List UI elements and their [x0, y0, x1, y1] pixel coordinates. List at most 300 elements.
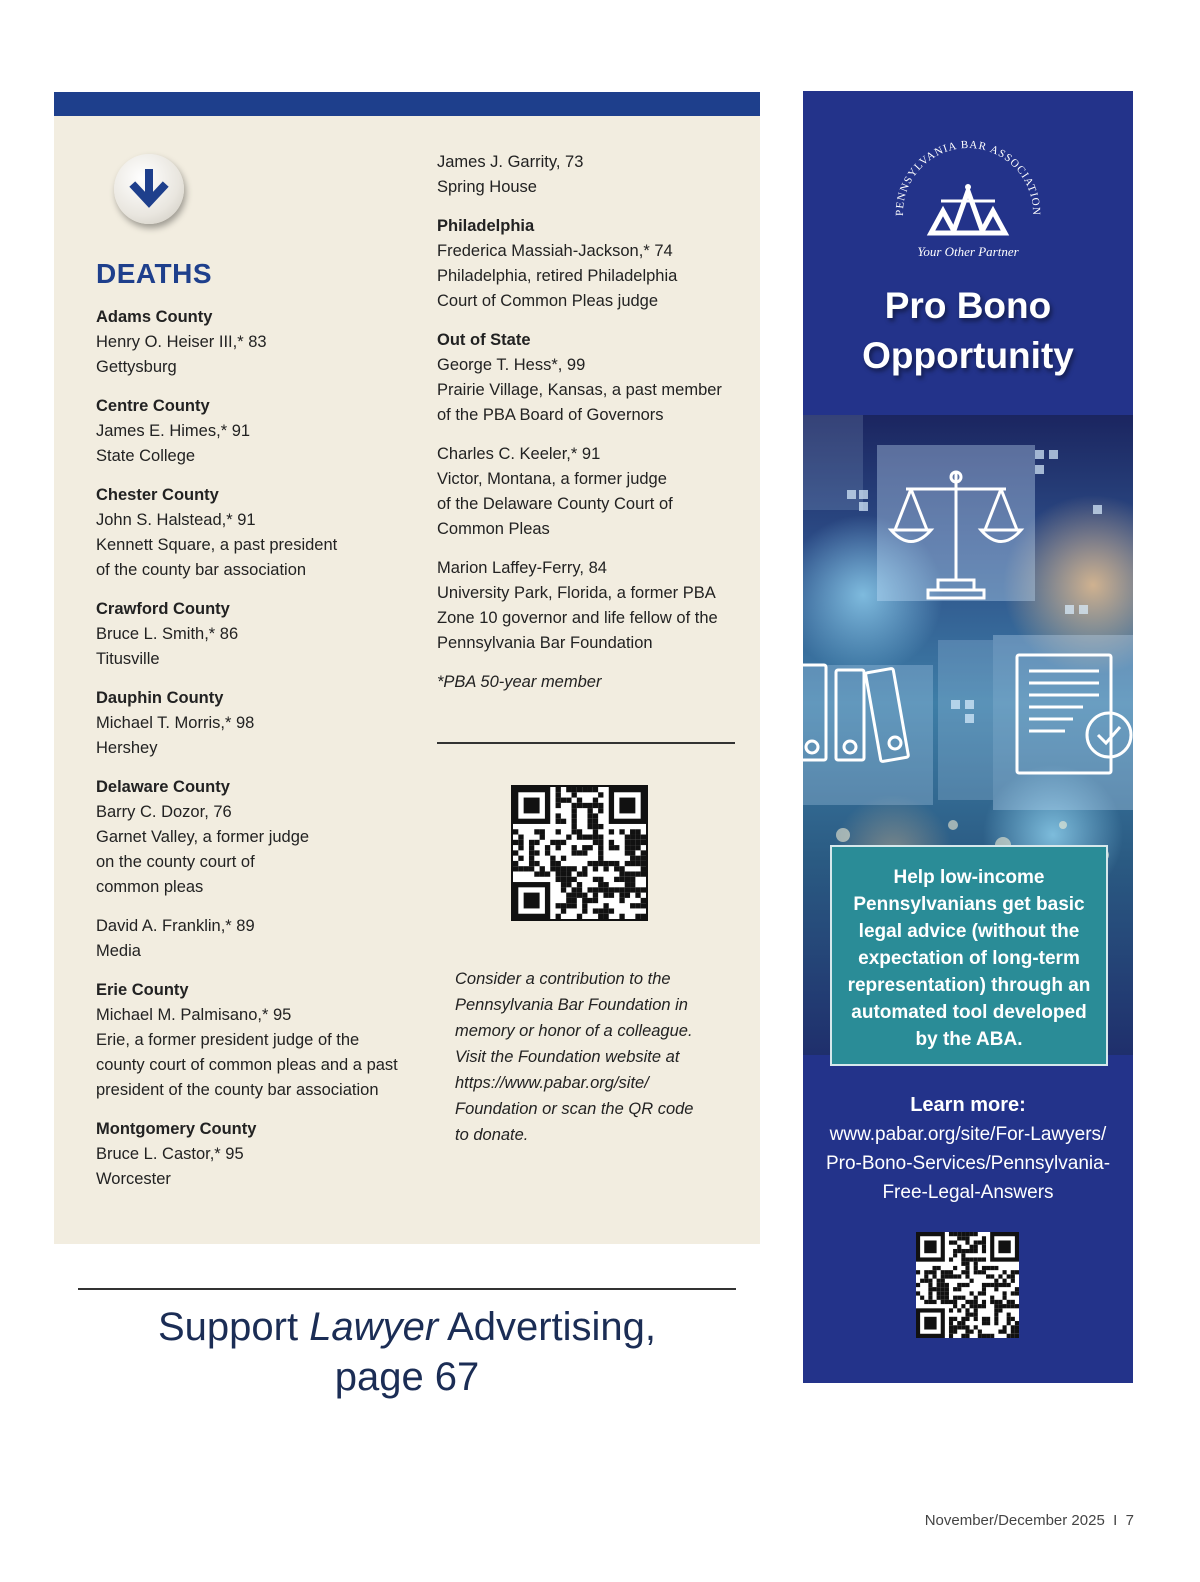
qr-module	[953, 1287, 957, 1291]
qr-module	[556, 798, 561, 803]
qr-module	[965, 1334, 969, 1338]
qr-module	[949, 1232, 953, 1236]
qr-module	[641, 914, 646, 919]
qr-module	[932, 1270, 936, 1274]
qr-module	[534, 861, 539, 866]
qr-module	[556, 803, 561, 808]
qr-module	[994, 1300, 998, 1304]
ad-box-line: expectation of long-term	[858, 948, 1080, 969]
qr-module	[990, 1274, 994, 1278]
qr-module	[920, 1296, 924, 1300]
qr-module	[625, 845, 630, 850]
qr-module	[970, 1300, 974, 1304]
pba-org-name: PENNSYLVANIA BAR ASSOCIATION	[893, 138, 1043, 217]
qr-module	[587, 787, 592, 792]
entry-line: Charles C. Keeler,* 91	[437, 445, 601, 463]
qr-module	[953, 1300, 957, 1304]
qr-module	[953, 1232, 957, 1236]
qr-module	[953, 1266, 957, 1270]
qr-module	[593, 866, 598, 871]
entry-line: Philadelphia, retired Philadelphia	[437, 267, 678, 285]
qr-module	[593, 803, 598, 808]
qr-module	[556, 819, 561, 824]
qr-module	[566, 871, 571, 876]
learn-more-url[interactable]	[803, 1120, 1133, 1207]
qr-module	[593, 819, 598, 824]
qr-module	[630, 861, 635, 866]
qr-module	[572, 845, 577, 850]
qr-module	[937, 1291, 941, 1295]
qr-module	[566, 903, 571, 908]
qr-module	[1011, 1334, 1015, 1338]
qr-module	[982, 1300, 986, 1304]
qr-module	[561, 877, 566, 882]
qr-module	[982, 1283, 986, 1287]
qr-module	[941, 1283, 945, 1287]
qr-module	[577, 835, 582, 840]
qr-module	[534, 871, 539, 876]
entry-line: Bruce L. Smith,* 86	[96, 625, 239, 643]
qr-module	[953, 1296, 957, 1300]
qr-module	[566, 877, 571, 882]
url-line: www.pabar.org/site/For-Lawyers/	[829, 1124, 1107, 1145]
learn-more-label: Learn more:	[910, 1094, 1026, 1116]
qr-module	[953, 1317, 957, 1321]
entry-line: Marion Laffey-Ferry, 84	[437, 559, 607, 577]
qr-module	[1003, 1283, 1007, 1287]
qr-module	[986, 1317, 990, 1321]
qr-module	[550, 866, 555, 871]
qr-module	[961, 1249, 965, 1253]
qr-module	[961, 1232, 965, 1236]
pro-bono-ad	[803, 91, 1133, 1383]
qr-module	[561, 887, 566, 892]
qr-module	[924, 1279, 928, 1283]
qr-module	[582, 893, 587, 898]
qr-module	[513, 861, 518, 866]
qr-module	[928, 1291, 932, 1295]
qr-finder	[524, 893, 540, 909]
county-heading: Montgomery County	[96, 1120, 257, 1138]
death-entry	[96, 1117, 426, 1192]
qr-module	[518, 845, 523, 850]
qr-module	[978, 1304, 982, 1308]
qr-module	[974, 1270, 978, 1274]
qr-module	[957, 1283, 961, 1287]
qr-module	[603, 882, 608, 887]
qr-module	[961, 1262, 965, 1266]
qr-module	[582, 787, 587, 792]
death-entry	[437, 150, 747, 200]
qr-module	[937, 1287, 941, 1291]
qr-module	[635, 903, 640, 908]
qr-finder	[924, 1240, 936, 1253]
entry-line: Hershey	[96, 739, 158, 757]
qr-module	[1015, 1330, 1019, 1334]
foundation-qr-code[interactable]	[511, 785, 648, 921]
qr-module	[603, 861, 608, 866]
url-line: Free-Legal-Answers	[882, 1182, 1054, 1203]
death-entry	[437, 328, 747, 428]
qr-module	[941, 1291, 945, 1295]
qr-module	[932, 1274, 936, 1278]
qr-module	[990, 1334, 994, 1338]
qr-module	[550, 856, 555, 861]
death-entry	[96, 686, 426, 761]
qr-module	[978, 1334, 982, 1338]
qr-module	[974, 1249, 978, 1253]
qr-module	[953, 1330, 957, 1334]
county-heading: Erie County	[96, 981, 189, 999]
qr-module	[994, 1317, 998, 1321]
entry-line: James J. Garrity, 73	[437, 153, 584, 171]
qr-module	[982, 1334, 986, 1338]
entry-line: George T. Hess*, 99	[437, 356, 586, 374]
qr-module	[945, 1291, 949, 1295]
qr-module	[937, 1266, 941, 1270]
qr-module	[998, 1304, 1002, 1308]
qr-module	[598, 856, 603, 861]
qr-module	[572, 808, 577, 813]
entry-line: Henry O. Heiser III,* 83	[96, 333, 267, 351]
qr-module	[970, 1249, 974, 1253]
ad-description-box	[830, 845, 1108, 1066]
entry-line: Gettysburg	[96, 358, 177, 376]
qr-finder	[524, 798, 540, 814]
qr-module	[609, 893, 614, 898]
qr-module	[614, 877, 619, 882]
entry-line: Prairie Village, Kansas, a past member	[437, 381, 722, 399]
qr-module	[572, 898, 577, 903]
qr-module	[630, 903, 635, 908]
ad-qr-code[interactable]	[916, 1232, 1019, 1338]
qr-module	[561, 871, 566, 876]
qr-module	[635, 861, 640, 866]
qr-module	[937, 1296, 941, 1300]
death-entry	[96, 394, 426, 469]
qr-module	[556, 845, 561, 850]
ad-box-line: Pennsylvanians get basic	[853, 894, 1085, 915]
qr-module	[1011, 1274, 1015, 1278]
qr-module	[1011, 1304, 1015, 1308]
qr-module	[1003, 1296, 1007, 1300]
qr-module	[630, 856, 635, 861]
qr-module	[928, 1279, 932, 1283]
qr-module	[945, 1300, 949, 1304]
qr-module	[587, 845, 592, 850]
qr-module	[587, 808, 592, 813]
qr-module	[614, 866, 619, 871]
qr-module	[982, 1317, 986, 1321]
qr-module	[540, 835, 545, 840]
qr-module	[1011, 1330, 1015, 1334]
qr-module	[513, 866, 518, 871]
qr-module	[953, 1249, 957, 1253]
qr-module	[982, 1266, 986, 1270]
qr-module	[518, 840, 523, 845]
qr-module	[965, 1266, 969, 1270]
qr-module	[540, 866, 545, 871]
qr-module	[928, 1270, 932, 1274]
qr-module	[556, 877, 561, 882]
qr-module	[965, 1270, 969, 1274]
qr-module	[630, 845, 635, 850]
qr-module	[949, 1270, 953, 1274]
qr-module	[587, 819, 592, 824]
qr-module	[598, 845, 603, 850]
qr-module	[534, 840, 539, 845]
qr-module	[593, 824, 598, 829]
qr-module	[1003, 1270, 1007, 1274]
qr-module	[556, 829, 561, 834]
qr-module	[1007, 1274, 1011, 1278]
qr-module	[572, 787, 577, 792]
qr-module	[949, 1240, 953, 1244]
qr-module	[1015, 1334, 1019, 1338]
qr-module	[635, 914, 640, 919]
qr-module	[932, 1287, 936, 1291]
qr-module	[577, 829, 582, 834]
qr-module	[529, 840, 534, 845]
qr-module	[641, 835, 646, 840]
qr-module	[635, 893, 640, 898]
qr-module	[990, 1266, 994, 1270]
qr-module	[937, 1279, 941, 1283]
qr-module	[1007, 1321, 1011, 1325]
contribution-line: Pennsylvania Bar Foundation in	[455, 996, 688, 1014]
qr-module	[1011, 1279, 1015, 1283]
qr-module	[609, 861, 614, 866]
qr-module	[945, 1274, 949, 1278]
qr-module	[582, 850, 587, 855]
qr-module	[529, 856, 534, 861]
qr-module	[635, 887, 640, 892]
qr-module	[587, 824, 592, 829]
entry-line: Titusville	[96, 650, 160, 668]
qr-module	[561, 819, 566, 824]
qr-module	[961, 1334, 965, 1338]
qr-module	[1015, 1304, 1019, 1308]
qr-module	[587, 803, 592, 808]
qr-module	[998, 1283, 1002, 1287]
qr-module	[965, 1330, 969, 1334]
qr-module	[556, 792, 561, 797]
qr-module	[953, 1325, 957, 1329]
qr-module	[641, 903, 646, 908]
qr-module	[609, 908, 614, 913]
qr-module	[974, 1266, 978, 1270]
entry-line: David A. Franklin,* 89	[96, 917, 255, 935]
ad-title-line: Opportunity	[862, 335, 1074, 376]
qr-module	[582, 898, 587, 903]
qr-module	[609, 887, 614, 892]
qr-module	[598, 808, 603, 813]
qr-module	[965, 1300, 969, 1304]
page-number: 7	[1125, 1512, 1134, 1529]
qr-module	[572, 850, 577, 855]
qr-module	[619, 877, 624, 882]
qr-module	[961, 1257, 965, 1261]
qr-module	[625, 887, 630, 892]
entry-line: Frederica Massiah-Jackson,* 74	[437, 242, 673, 260]
qr-module	[635, 835, 640, 840]
ad-box-line: legal advice (without the	[858, 921, 1080, 942]
qr-module	[957, 1321, 961, 1325]
qr-module	[603, 914, 608, 919]
support-italic: Lawyer	[309, 1305, 439, 1349]
support-prefix: Support	[157, 1305, 310, 1349]
qr-module	[518, 866, 523, 871]
qr-module	[974, 1262, 978, 1266]
contribution-line: memory or honor of a colleague.	[455, 1022, 693, 1040]
divider-line	[437, 742, 735, 744]
qr-module	[957, 1325, 961, 1329]
qr-module	[630, 882, 635, 887]
contribution-line: https://www.pabar.org/site/	[455, 1074, 649, 1092]
qr-module	[614, 845, 619, 850]
qr-module	[550, 840, 555, 845]
qr-module	[978, 1257, 982, 1261]
qr-module	[641, 856, 646, 861]
qr-module	[994, 1283, 998, 1287]
qr-module	[556, 787, 561, 792]
county-heading: Out of State	[437, 331, 531, 349]
qr-module	[994, 1308, 998, 1312]
qr-module	[630, 887, 635, 892]
qr-module	[561, 908, 566, 913]
qr-module	[965, 1325, 969, 1329]
qr-module	[945, 1270, 949, 1274]
death-entry	[96, 914, 426, 964]
top-accent-bar	[54, 92, 760, 116]
page-footer	[925, 1512, 1134, 1529]
ad-box-line: by the ABA.	[915, 1029, 1023, 1050]
entry-line: Court of Common Pleas judge	[437, 292, 659, 310]
qr-module	[928, 1287, 932, 1291]
qr-module	[978, 1240, 982, 1244]
qr-module	[957, 1296, 961, 1300]
qr-module	[974, 1240, 978, 1244]
county-heading: Delaware County	[96, 778, 230, 796]
qr-module	[998, 1308, 1002, 1312]
qr-module	[593, 835, 598, 840]
qr-module	[978, 1330, 982, 1334]
qr-module	[641, 861, 646, 866]
qr-module	[572, 792, 577, 797]
qr-module	[974, 1232, 978, 1236]
qr-module	[513, 840, 518, 845]
county-heading: Philadelphia	[437, 217, 535, 235]
qr-module	[982, 1304, 986, 1308]
qr-module	[978, 1270, 982, 1274]
qr-module	[970, 1330, 974, 1334]
qr-module	[994, 1304, 998, 1308]
qr-module	[916, 1291, 920, 1295]
arrow-down-icon	[114, 154, 184, 224]
qr-module	[598, 887, 603, 892]
qr-module	[965, 1232, 969, 1236]
entry-line: Victor, Montana, a former judge	[437, 470, 667, 488]
qr-module	[598, 908, 603, 913]
qr-module	[928, 1296, 932, 1300]
qr-module	[1015, 1321, 1019, 1325]
qr-module	[556, 861, 561, 866]
qr-module	[582, 835, 587, 840]
qr-module	[990, 1296, 994, 1300]
entry-line: Barry C. Dozor, 76	[96, 803, 232, 821]
qr-module	[965, 1236, 969, 1240]
qr-module	[572, 887, 577, 892]
qr-module	[587, 887, 592, 892]
death-entry	[96, 775, 426, 900]
qr-module	[524, 866, 529, 871]
qr-module	[974, 1257, 978, 1261]
ad-box-line: representation) through an	[847, 975, 1091, 996]
qr-module	[994, 1279, 998, 1283]
qr-module	[577, 850, 582, 855]
qr-module	[982, 1287, 986, 1291]
qr-module	[534, 850, 539, 855]
deaths-list-right	[437, 150, 747, 695]
qr-module	[534, 829, 539, 834]
qr-module	[577, 914, 582, 919]
qr-module	[593, 887, 598, 892]
qr-module	[556, 813, 561, 818]
qr-module	[982, 1245, 986, 1249]
qr-module	[577, 882, 582, 887]
qr-module	[953, 1274, 957, 1278]
qr-module	[598, 803, 603, 808]
qr-module	[957, 1287, 961, 1291]
qr-module	[957, 1274, 961, 1278]
qr-module	[937, 1283, 941, 1287]
qr-finder	[998, 1240, 1010, 1253]
qr-module	[1007, 1300, 1011, 1304]
qr-module	[593, 898, 598, 903]
qr-module	[556, 903, 561, 908]
qr-module	[593, 798, 598, 803]
qr-module	[603, 908, 608, 913]
qr-module	[609, 840, 614, 845]
qr-module	[619, 871, 624, 876]
contribution-line: to donate.	[455, 1126, 529, 1144]
qr-module	[965, 1249, 969, 1253]
qr-module	[593, 787, 598, 792]
entry-line: of the PBA Board of Governors	[437, 406, 664, 424]
qr-module	[561, 866, 566, 871]
qr-module	[974, 1313, 978, 1317]
qr-module	[965, 1317, 969, 1321]
qr-module	[603, 866, 608, 871]
ad-box-line: automated tool developed	[851, 1002, 1087, 1023]
contribution-line: Visit the Foundation website at	[455, 1048, 680, 1066]
qr-module	[582, 845, 587, 850]
qr-module	[577, 887, 582, 892]
qr-module	[1011, 1291, 1015, 1295]
entry-line: Kennett Square, a past president	[96, 536, 338, 554]
qr-module	[518, 835, 523, 840]
qr-module	[974, 1300, 978, 1304]
qr-module	[572, 893, 577, 898]
qr-module	[598, 882, 603, 887]
death-entry	[437, 556, 747, 656]
learn-more-block	[803, 1091, 1133, 1207]
qr-module	[961, 1253, 965, 1257]
ad-box-line: Help low-income	[893, 867, 1045, 888]
support-page-ref: page 67	[334, 1355, 480, 1399]
qr-module	[572, 877, 577, 882]
svg-text:PENNSYLVANIA BAR ASSOCIATION	[894, 139, 1042, 216]
